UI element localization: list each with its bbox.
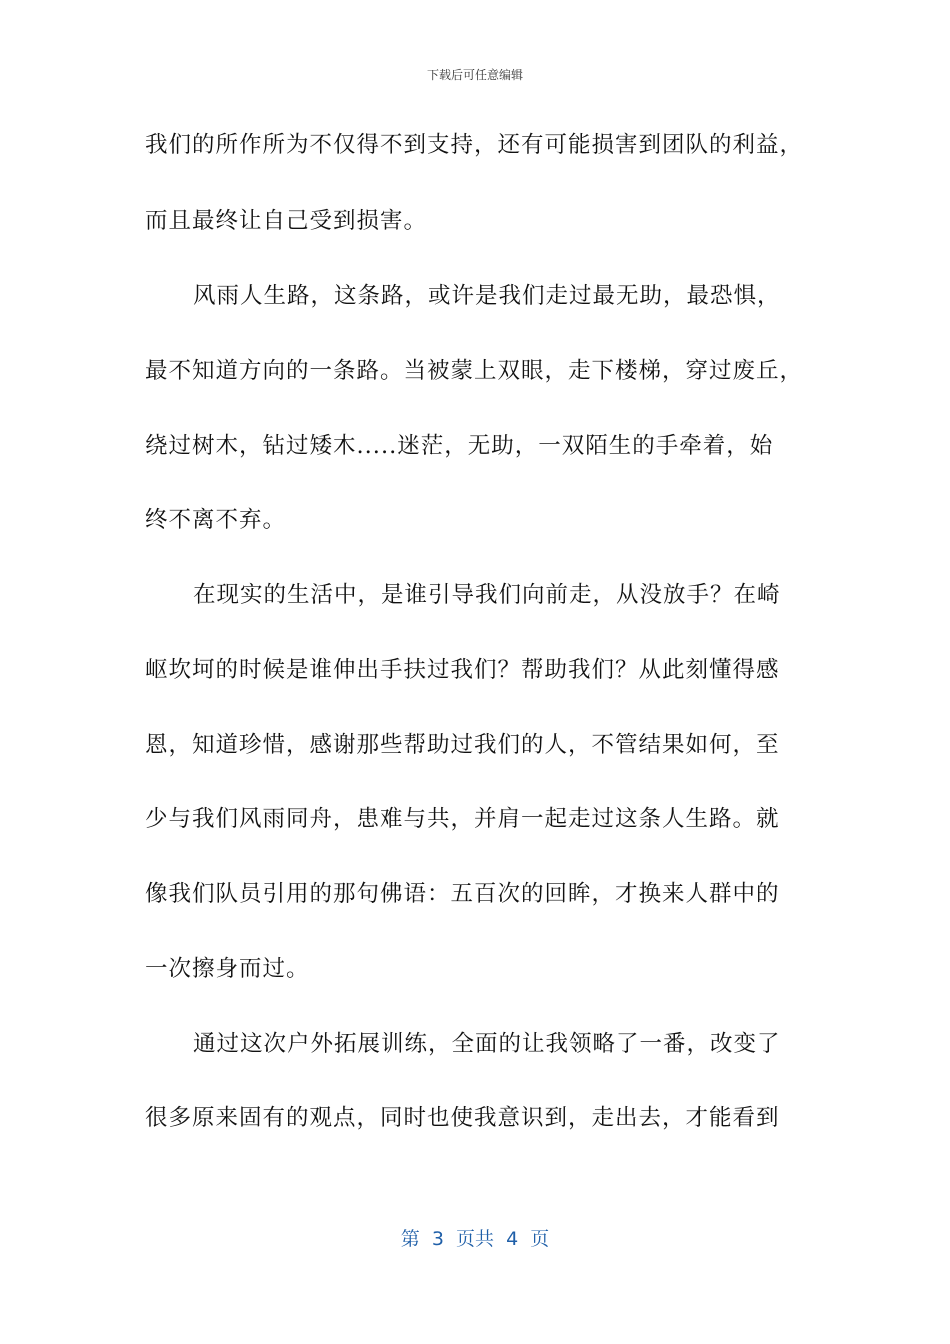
page-header-note: 下载后可任意编辑 <box>426 68 523 82</box>
body-line-4: 最不知道方向的一条路。当被蒙上双眼，走下楼梯，穿过废丘， <box>145 358 804 384</box>
body-line-1: 我们的所作所为不仅得不到支持，还有可能损害到团队的利益， <box>145 132 804 158</box>
body-line-5: 绕过树木，钻过矮木.....迷茫，无助，一双陌生的手牵着，始 <box>145 433 774 459</box>
body-line-8: 岖坎坷的时候是谁伸出手扶过我们？帮助我们？从此刻懂得感 <box>145 657 780 683</box>
body-line-3: 风雨人生路，这条路，或许是我们走过最无助，最恐惧， <box>193 283 781 309</box>
body-line-14: 很多原来固有的观点，同时也使我意识到，走出去，才能看到 <box>145 1105 780 1131</box>
body-line-2: 而且最终让自己受到损害。 <box>145 208 428 234</box>
body-line-10: 少与我们风雨同舟，患难与共，并肩一起走过这条人生路。就 <box>145 806 780 832</box>
body-line-12: 一次擦身而过。 <box>145 956 310 982</box>
body-line-6: 终不离不弃。 <box>145 507 287 533</box>
page-number-footer: 第 3 页共 4 页 <box>400 1228 550 1250</box>
body-line-9: 恩，知道珍惜，感谢那些帮助过我们的人，不管结果如何，至 <box>145 732 780 758</box>
body-line-11: 像我们队员引用的那句佛语：五百次的回眸，才换来人群中的 <box>145 881 780 907</box>
body-line-7: 在现实的生活中，是谁引导我们向前走，从没放手？在崎 <box>193 582 781 608</box>
body-line-13: 通过这次户外拓展训练，全面的让我领略了一番，改变了 <box>193 1031 781 1057</box>
